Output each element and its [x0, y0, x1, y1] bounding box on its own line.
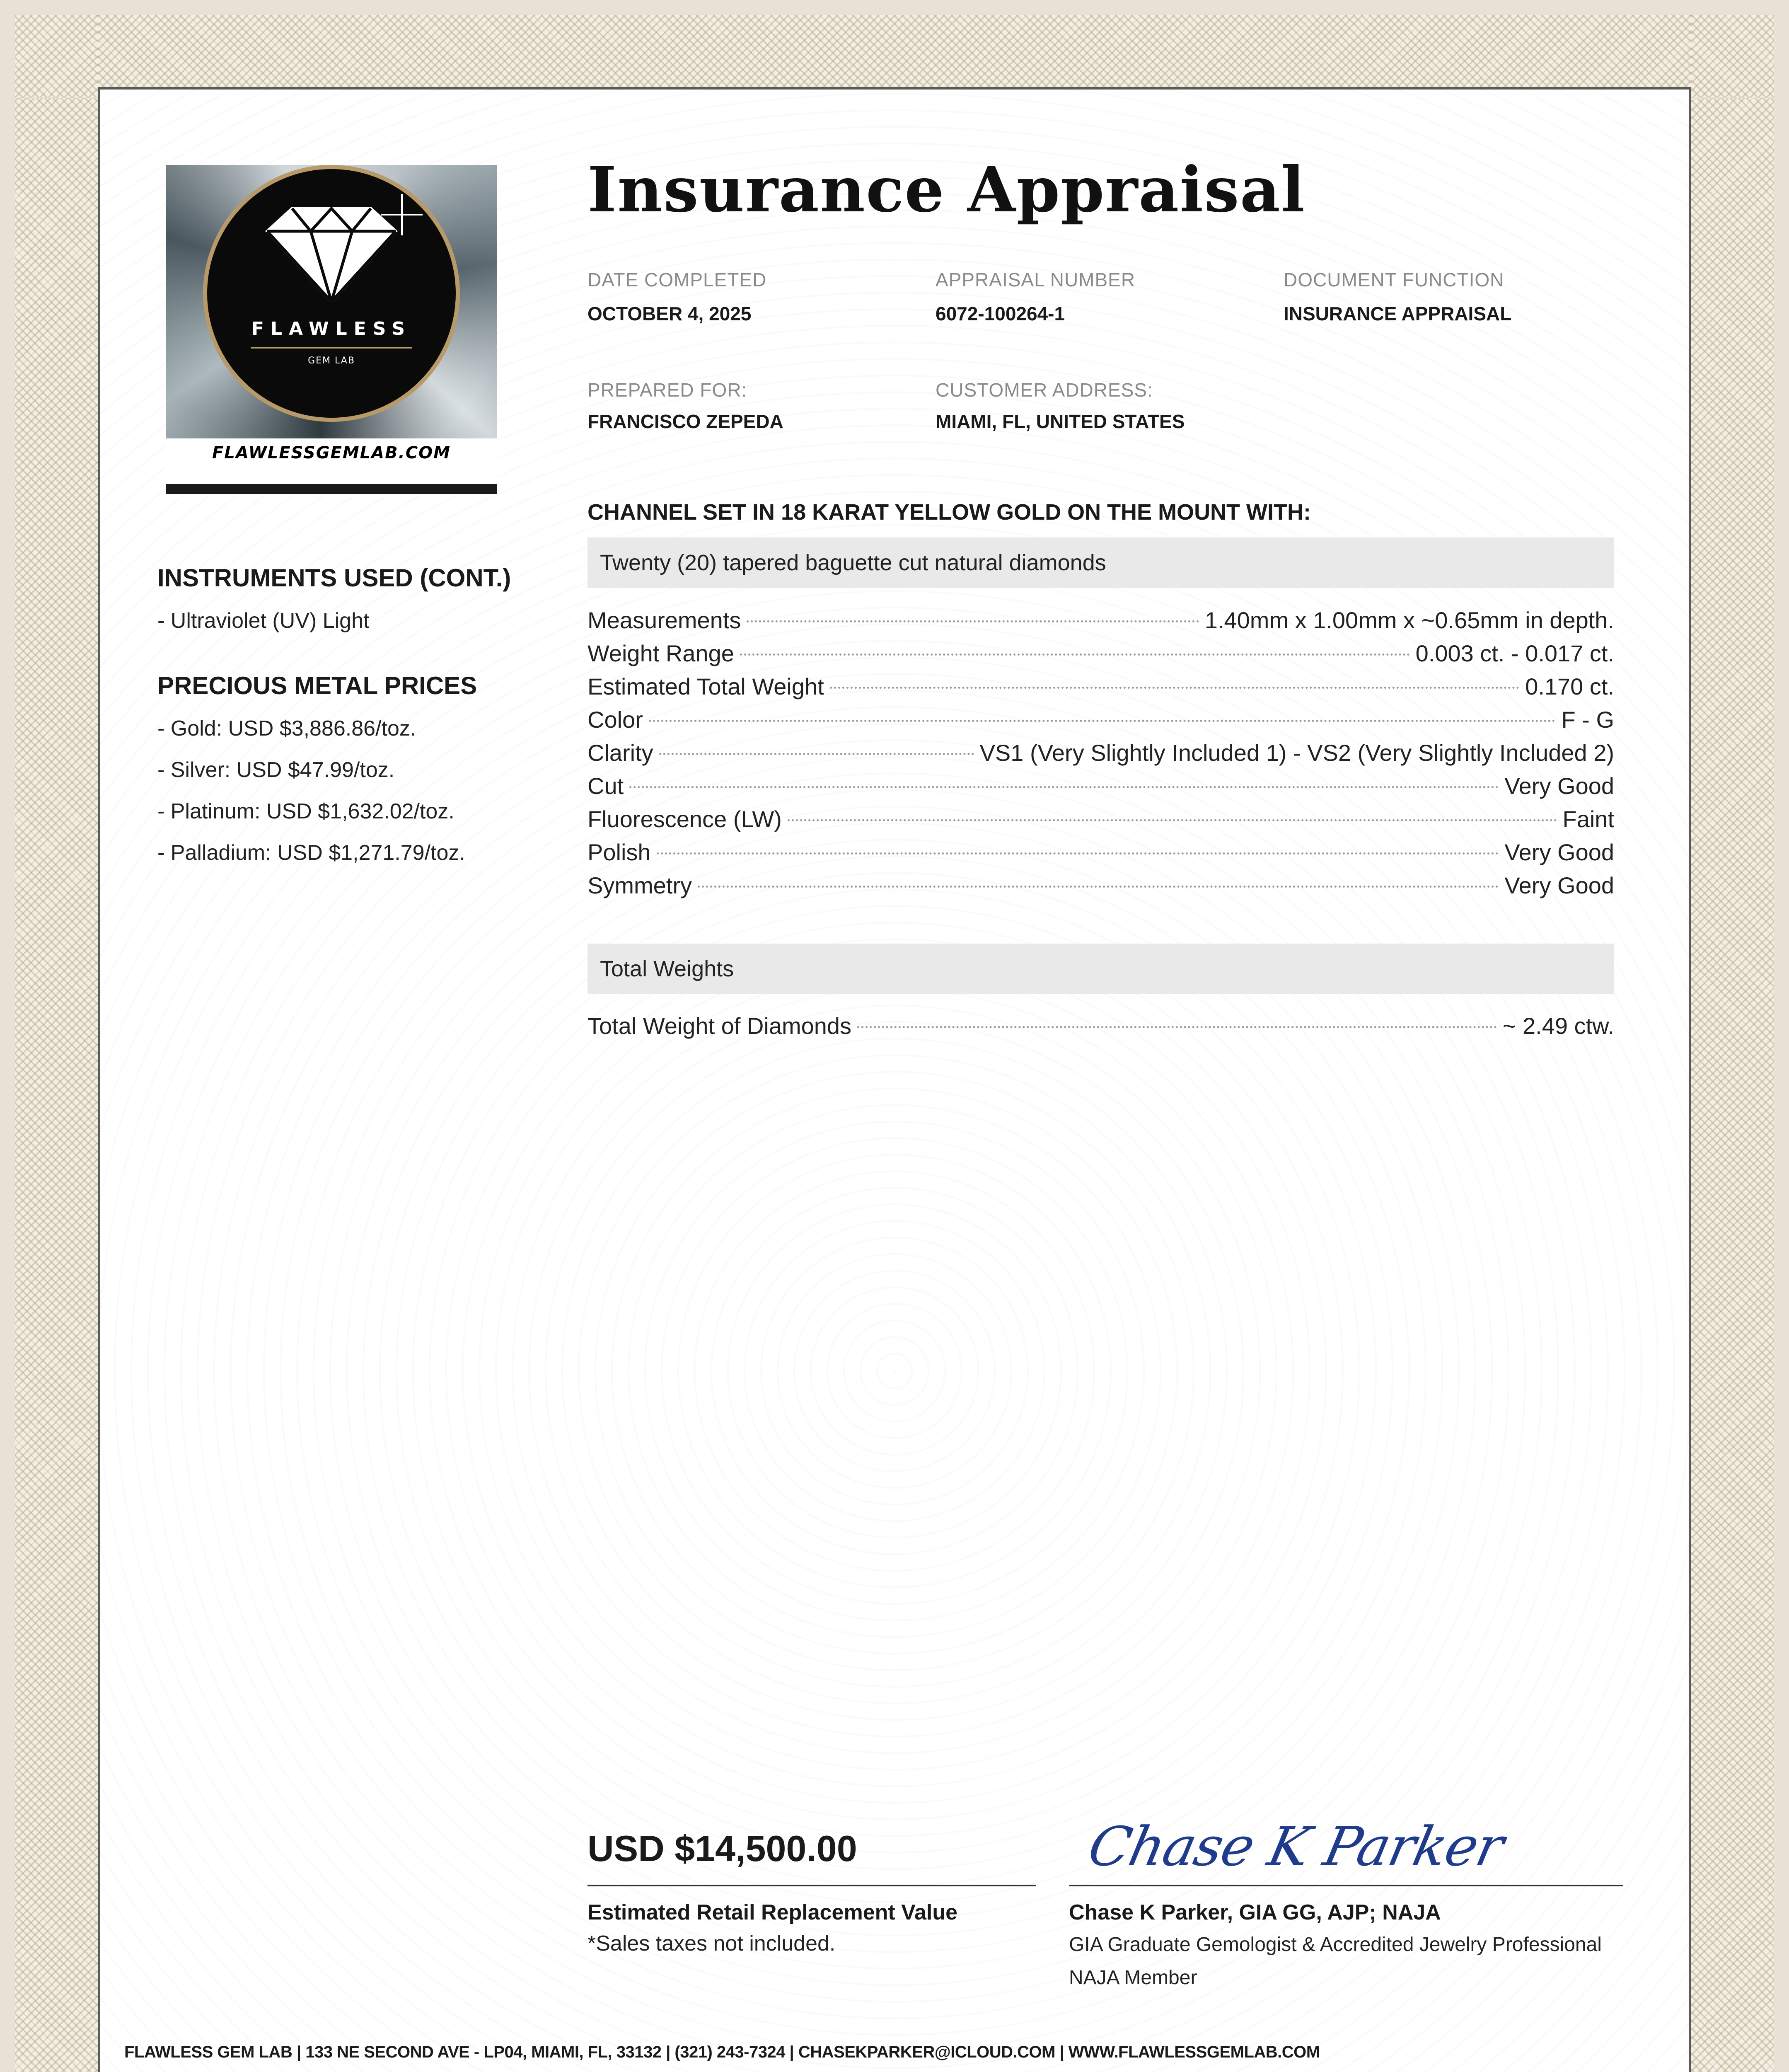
logo-url: FLAWLESSGEMLAB.COM	[212, 443, 451, 462]
logo-divider	[251, 347, 412, 349]
replacement-value-label: Estimated Retail Replacement Value	[587, 1900, 958, 1924]
spec-label: Symmetry	[587, 872, 692, 898]
total-weights-band	[587, 944, 1614, 994]
logo-brand-sub: GEM LAB	[308, 356, 355, 366]
date-completed-value: OCTOBER 4, 2025	[587, 303, 752, 324]
spec-label: Cut	[587, 773, 624, 799]
prepared-for-label: PREPARED FOR:	[587, 379, 747, 401]
customer-address-label: CUSTOMER ADDRESS:	[936, 379, 1153, 401]
spec-row-polish	[587, 839, 1614, 868]
dot-leader	[747, 620, 1199, 622]
spec-row-weight-range	[587, 640, 1614, 669]
signer-credential: GIA Graduate Gemologist & Accredited Jewelry Professional	[1069, 1934, 1602, 1956]
total-weights-heading: Total Weights	[600, 956, 734, 981]
replacement-value-amount: USD $14,500.00	[587, 1828, 857, 1869]
spec-label: Measurements	[587, 607, 741, 633]
spec-row-cut	[587, 772, 1614, 801]
spec-label: Polish	[587, 839, 651, 865]
spec-row-measurements	[587, 607, 1614, 636]
spec-label: Weight Range	[587, 640, 734, 666]
lab-contact-line: FLAWLESS GEM LAB | 133 NE SECOND AVE - LP04, MIAMI, FL, 33132 | (321) 243-7324 | CHASEKPARKER@ICLOUD.COM | WWW.FLAWLESSGEMLAB.COM	[124, 2043, 1320, 2061]
spec-value: Very Good	[1504, 872, 1614, 898]
sales-tax-note: *Sales taxes not included.	[587, 1932, 836, 1956]
instrument-item: - Ultraviolet (UV) Light	[157, 609, 370, 633]
spec-row-color	[587, 706, 1614, 735]
customer-address-value: MIAMI, FL, UNITED STATES	[936, 411, 1185, 432]
instruments-heading: INSTRUMENTS USED (CONT.)	[157, 564, 511, 592]
spec-value: 1.40mm x 1.00mm x ~0.65mm in depth.	[1204, 607, 1614, 633]
spec-value: 0.003 ct. - 0.017 ct.	[1415, 640, 1614, 666]
page-title: Insurance Appraisal	[587, 153, 1305, 226]
metal-price-silver: - Silver: USD $47.99/toz.	[157, 758, 395, 782]
spec-label: Estimated Total Weight	[587, 673, 824, 700]
spec-value: F - G	[1561, 707, 1614, 733]
signer-name: Chase K Parker, GIA GG, AJP; NAJA	[1069, 1900, 1441, 1924]
total-weight-label: Total Weight of Diamonds	[587, 1013, 852, 1039]
metal-prices-heading: PRECIOUS METAL PRICES	[157, 672, 477, 700]
logo-brand-name: FLAWLESS	[251, 318, 412, 339]
dot-leader	[657, 852, 1499, 854]
prepared-for-value: FRANCISCO ZEPEDA	[587, 411, 783, 432]
spec-value: Faint	[1562, 806, 1614, 832]
date-completed-label: DATE COMPLETED	[587, 269, 767, 290]
document-function-value: INSURANCE APPRAISAL	[1284, 303, 1512, 324]
appraisal-number-value: 6072-100264-1	[936, 303, 1065, 324]
spec-value: VS1 (Very Slightly Included 1) - VS2 (Very Slightly Included 2)	[979, 740, 1614, 766]
stone-description-band	[587, 537, 1614, 588]
metal-price-platinum: - Platinum: USD $1,632.02/toz.	[157, 799, 455, 823]
handwritten-signature: Chase K Parker	[1083, 1815, 1509, 1878]
total-weight-row	[587, 1012, 1614, 1041]
spec-row-fluorescence	[587, 806, 1614, 835]
spec-value: Very Good	[1504, 773, 1614, 799]
document-function-label: DOCUMENT FUNCTION	[1284, 269, 1504, 290]
total-weight-value: ~ 2.49 ctw.	[1502, 1013, 1614, 1039]
spec-label: Color	[587, 707, 643, 733]
signature-rule	[1069, 1885, 1623, 1886]
value-rule	[587, 1885, 1036, 1886]
dot-leader	[830, 687, 1520, 689]
dot-leader	[788, 819, 1557, 821]
spec-value: 0.170 ct.	[1525, 673, 1614, 700]
spec-label: Clarity	[587, 740, 653, 766]
dot-leader	[659, 753, 974, 755]
spec-row-clarity	[587, 739, 1614, 768]
metal-price-palladium: - Palladium: USD $1,271.79/toz.	[157, 841, 465, 865]
dot-leader	[629, 786, 1499, 788]
spec-row-symmetry	[587, 872, 1614, 901]
dot-leader	[649, 720, 1556, 722]
spec-value: Very Good	[1504, 839, 1614, 865]
dot-leader	[857, 1026, 1497, 1028]
spec-row-estimated-total-weight	[587, 673, 1614, 702]
spec-label: Fluorescence (LW)	[587, 806, 782, 832]
flawless-gem-lab-logo	[166, 165, 497, 496]
appraisal-number-label: APPRAISAL NUMBER	[936, 269, 1136, 290]
metal-price-gold: - Gold: USD $3,886.86/toz.	[157, 716, 416, 741]
stone-description: Twenty (20) tapered baguette cut natural diamonds	[600, 550, 1106, 575]
dot-leader	[740, 654, 1410, 656]
logo-url-underline	[166, 484, 497, 494]
mounting-heading: CHANNEL SET IN 18 KARAT YELLOW GOLD ON THE MOUNT WITH:	[587, 500, 1311, 525]
dot-leader	[698, 886, 1499, 888]
signer-membership: NAJA Member	[1069, 1967, 1197, 1989]
